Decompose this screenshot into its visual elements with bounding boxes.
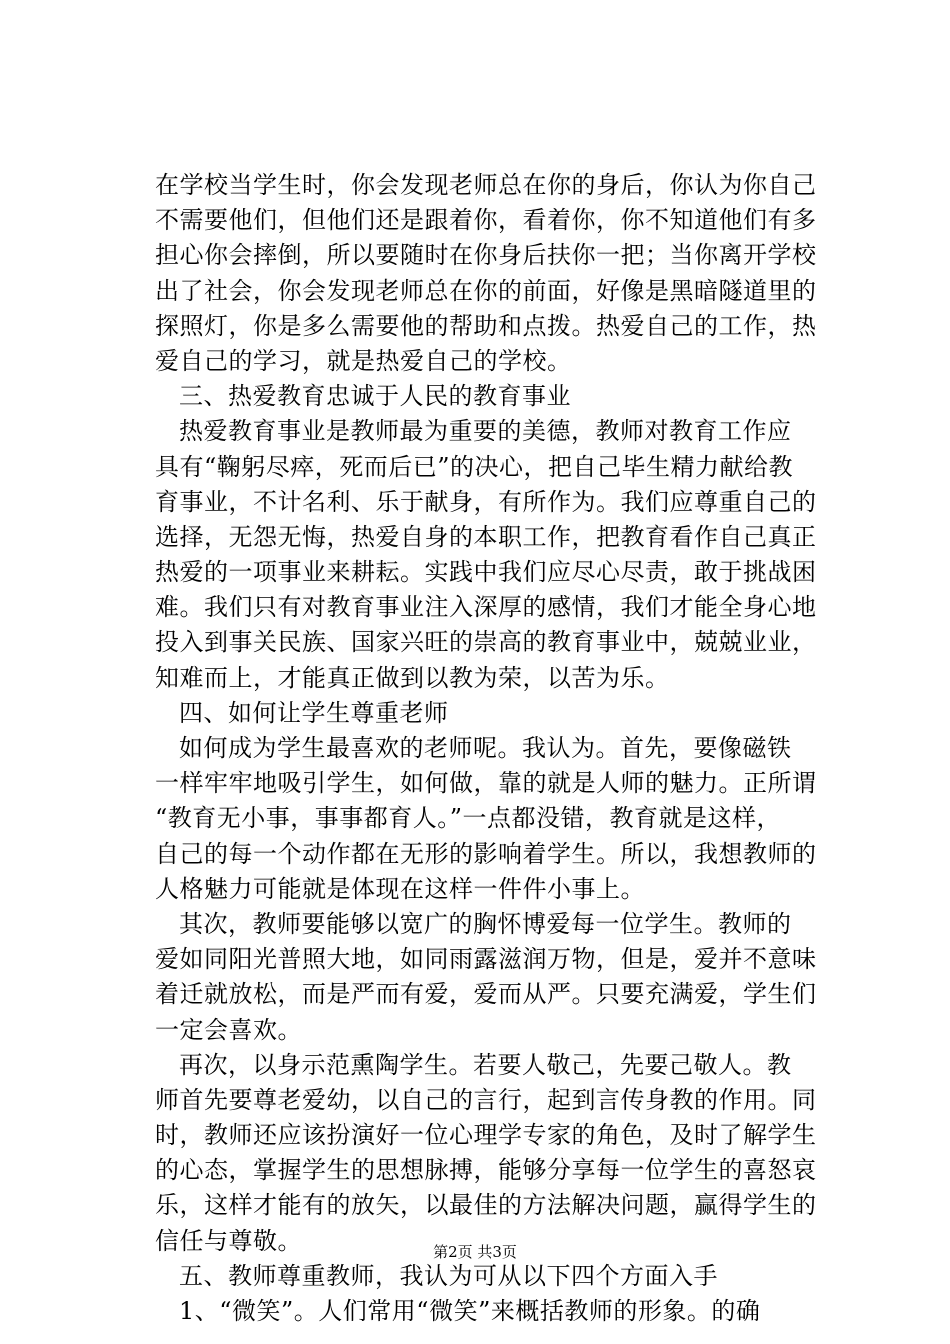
text-line: 一样牢牢地吸引学生，如何做，靠的就是人师的魅力。正所谓 (155, 769, 817, 798)
text-line: 选择，无怨无悔，热爱自身的本职工作，把教育看作自己真正 (155, 522, 817, 551)
text-line: 一定会喜欢。 (155, 1015, 302, 1044)
text-line: 在学校当学生时，你会发现老师总在你的身后，你认为你自己 (155, 171, 817, 199)
section-heading: 三、热爱教育忠诚于人民的教育事业 (179, 382, 571, 411)
text-line: 信任与尊敬。 (155, 1226, 302, 1255)
text-line: 不需要他们，但他们还是跟着你，看着你，你不知道他们有多 (155, 206, 817, 235)
text-line: 如何成为学生最喜欢的老师呢。我认为。首先，要像磁铁 (179, 734, 792, 762)
text-line: 其次，教师要能够以宽广的胸怀博爱每一位学生。教师的 (179, 909, 792, 938)
text-line: 师首先要尊老爱幼，以自己的言行，起到言传身教的作用。同 (155, 1085, 817, 1114)
text-line: 爱自己的学习，就是热爱自己的学校。 (155, 346, 572, 375)
text-line: 知难而上，才能真正做到以教为荣，以苦为乐。 (155, 663, 670, 692)
body-text (155, 168, 817, 1329)
text-line: “教育无小事，事事都育人。”一点都没错，教育就是这样， (155, 804, 782, 833)
section-heading: 五、教师尊重教师，我认为可从以下四个方面入手 (179, 1261, 718, 1290)
text-line: 出了社会，你会发现老师总在你的前面，好像是黑暗隧道里的 (155, 276, 817, 305)
text-line: 育事业，不计名利、乐于献身，有所作为。我们应尊重自己的 (155, 487, 817, 516)
page-footer: 第2页 共3页 (433, 1243, 517, 1261)
section-heading: 四、如何让学生尊重老师 (179, 698, 449, 727)
text-line: 1、“微笑”。人们常用“微笑”来概括教师的形象。的确 (179, 1297, 761, 1325)
text-line: 的心态，掌握学生的思想脉搏，能够分享每一位学生的喜怒哀 (155, 1156, 817, 1185)
text-line: 乐，这样才能有的放矢，以最佳的方法解决问题，赢得学生的 (155, 1191, 817, 1220)
text-line: 担心你会摔倒，所以要随时在你身后扶你一把；当你离开学校 (155, 241, 817, 270)
text-line: 探照灯，你是多么需要他的帮助和点拨。热爱自己的工作，热 (155, 311, 817, 340)
text-line: 自己的每一个动作都在无形的影响着学生。所以，我想教师的 (155, 839, 817, 868)
text-line: 具有“鞠躬尽瘁，死而后已”的决心，把自己毕生精力献给教 (155, 452, 794, 481)
text-line: 时，教师还应该扮演好一位心理学专家的角色，及时了解学生 (155, 1121, 817, 1150)
text-line: 热爱教育事业是教师最为重要的美德，教师对教育工作应 (179, 417, 792, 446)
text-line: 热爱的一项事业来耕耘。实践中我们应尽心尽责，敢于挑战困 (155, 558, 817, 587)
text-line: 难。我们只有对教育事业注入深厚的感情，我们才能全身心地 (155, 593, 817, 622)
text-line: 着迁就放松，而是严而有爱，爱而从严。只要充满爱，学生们 (155, 980, 817, 1009)
text-line: 人格魅力可能就是体现在这样一件件小事上。 (155, 874, 645, 903)
text-line: 再次，以身示范熏陶学生。若要人敬己，先要己敬人。教 (179, 1050, 792, 1079)
text-line: 投入到事关民族、国家兴旺的崇高的教育事业中，兢兢业业， (155, 628, 817, 657)
text-line: 爱如同阳光普照大地，如同雨露滋润万物，但是，爱并不意味 (155, 945, 817, 974)
